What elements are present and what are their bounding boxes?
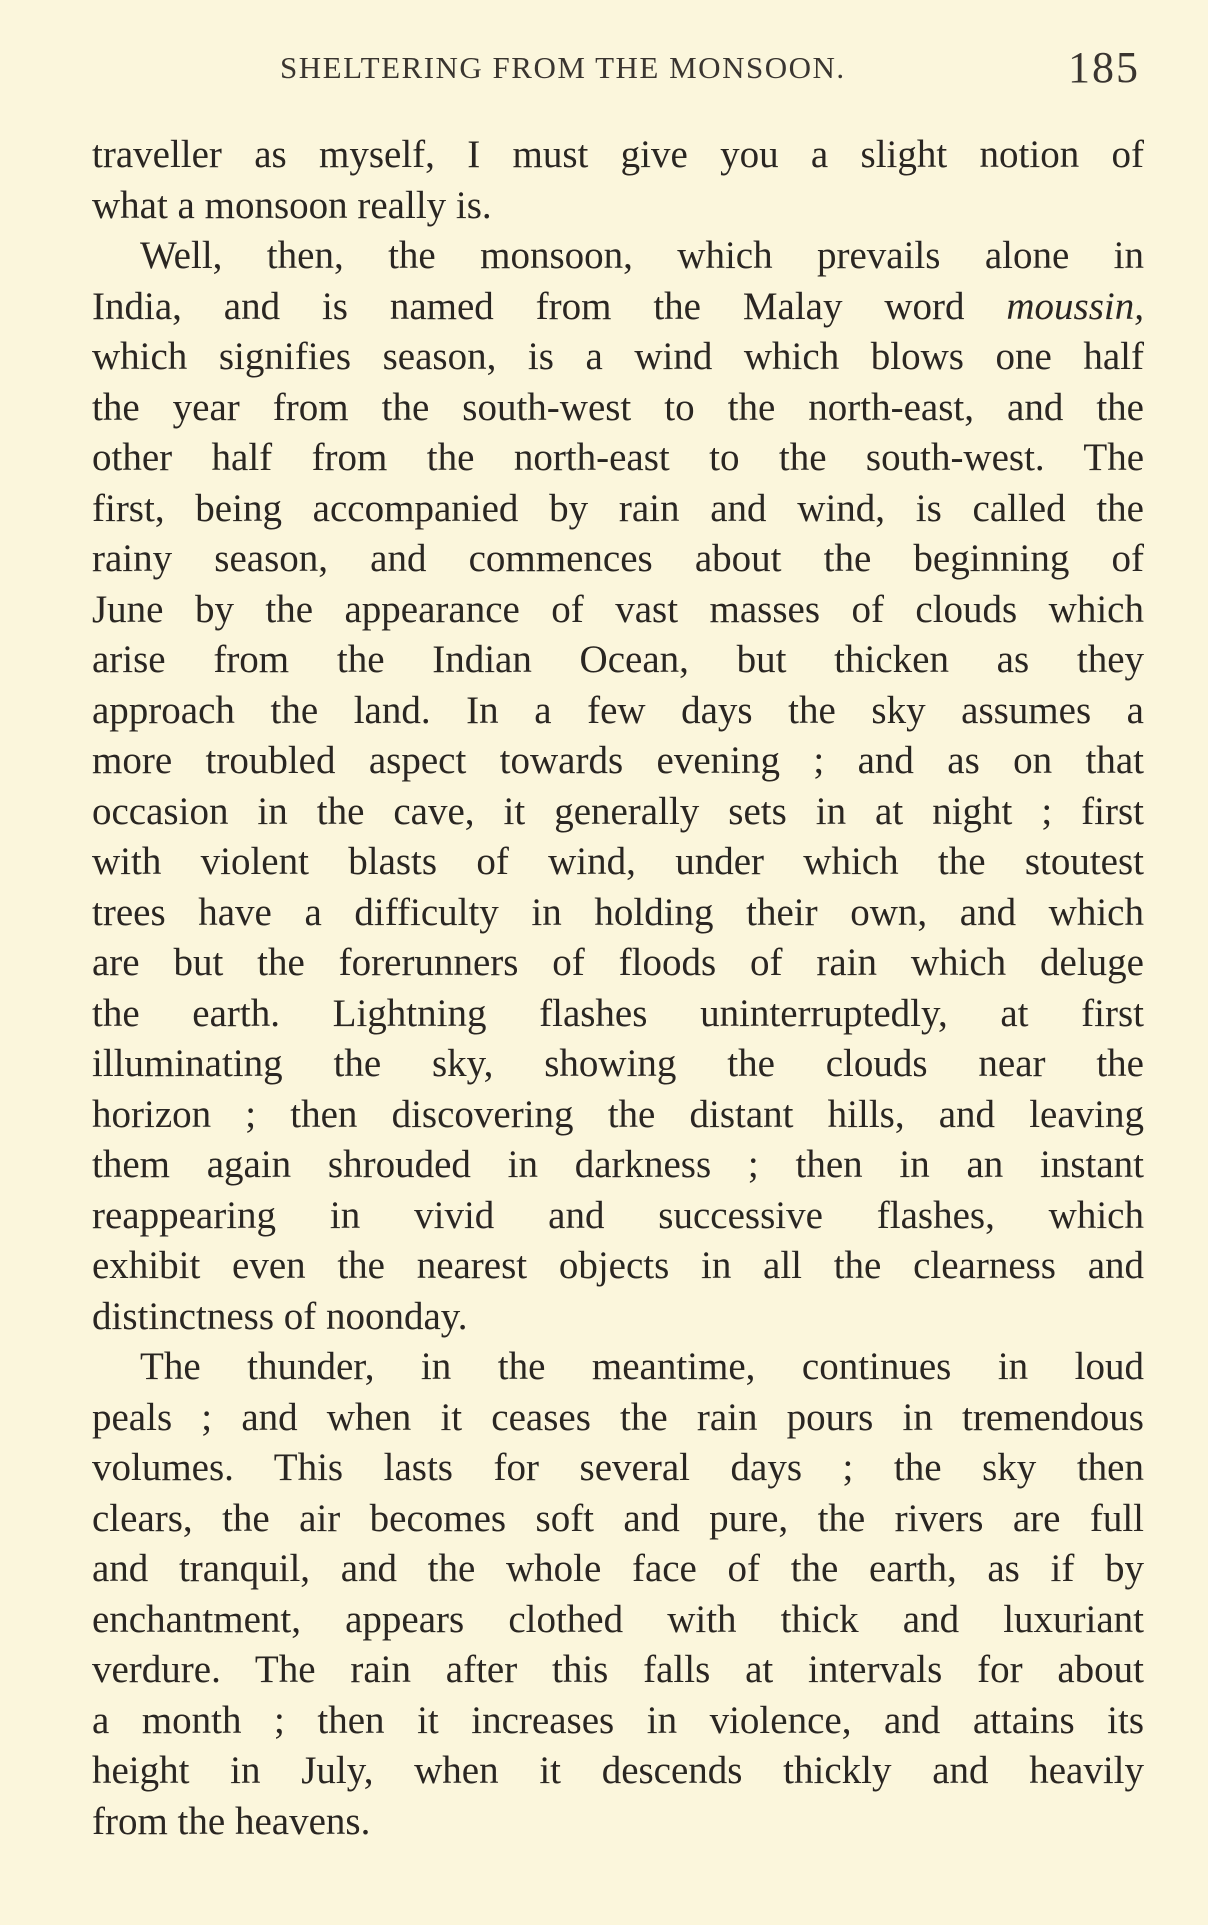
text-line: a month ; then it increases in violence, and attains its: [92, 1698, 1144, 1742]
text-line: enchantment, appears clothed with thick and luxuriant: [92, 1597, 1144, 1641]
text-line: with violent blasts of wind, under which the stoutest: [92, 840, 1144, 883]
text-line: [92, 282, 1144, 333]
text-line: and tranquil, and the whole face of the earth, as if by: [92, 1547, 1144, 1590]
body-text: [92, 130, 1144, 1847]
text-line: distinctness of noonday.: [92, 1294, 468, 1338]
text-line: first, being accompanied by rain and wind, is called the: [92, 486, 1144, 530]
italic-term: moussin,: [1006, 284, 1144, 328]
text-line: are but the forerunners of floods of rain which deluge: [92, 941, 1144, 984]
page-number: 185: [1068, 43, 1140, 92]
text-line: verdure. The rain after this falls at intervals for about: [92, 1648, 1144, 1691]
text-line: them again shrouded in darkness ; then in an instant: [92, 1143, 1144, 1186]
text-line: rainy season, and commences about the beginning of: [92, 537, 1144, 580]
text-line: volumes. This lasts for several days ; the sky then: [92, 1446, 1144, 1489]
text-line: arise from the Indian Ocean, but thicken as they: [92, 638, 1144, 681]
text-line: the earth. Lightning flashes uninterruptedly, at first: [92, 991, 1144, 1035]
text-line: June by the appearance of vast masses of clouds which: [92, 587, 1144, 631]
text-line: horizon ; then discovering the distant hills, and leaving: [92, 1092, 1144, 1136]
text-line: the year from the south-west to the north-east, and the: [92, 385, 1144, 429]
running-head: [0, 42, 1208, 92]
text-line: from the heavens.: [92, 1799, 371, 1843]
text-line: The thunder, in the meantime, continues in loud: [140, 1345, 1144, 1388]
text-line: other half from the north-east to the south-west. The: [92, 436, 1144, 479]
text-line: illuminating the sky, showing the clouds near the: [92, 1042, 1144, 1085]
text-line: approach the land. In a few days the sky assumes a: [92, 688, 1144, 732]
text-line: more troubled aspect towards evening ; and as on that: [92, 739, 1144, 782]
text-line: exhibit even the nearest objects in all the clearness and: [92, 1244, 1144, 1287]
text-line: peals ; and when it ceases the rain pours in tremendous: [92, 1395, 1144, 1439]
text-line: trees have a difficulty in holding their own, and which: [92, 890, 1144, 934]
text-line: Well, then, the monsoon, which prevails alone in: [140, 234, 1144, 277]
text-line: occasion in the cave, it generally sets in at night ; first: [92, 789, 1144, 833]
text-line: what a monsoon really is.: [92, 183, 492, 227]
text-line: which signifies season, is a wind which blows one half: [92, 335, 1144, 378]
text-segment: India, and is named from the Malay word: [92, 284, 965, 328]
running-title: SHELTERING FROM THE MONSOON.: [280, 50, 846, 85]
text-line: reappearing in vivid and successive flashes, which: [92, 1193, 1144, 1237]
text-line: clears, the air becomes soft and pure, the rivers are full: [92, 1496, 1144, 1540]
text-line: traveller as myself, I must give you a slight notion of: [92, 133, 1144, 176]
text-line: height in July, when it descends thickly and heavily: [92, 1749, 1144, 1792]
